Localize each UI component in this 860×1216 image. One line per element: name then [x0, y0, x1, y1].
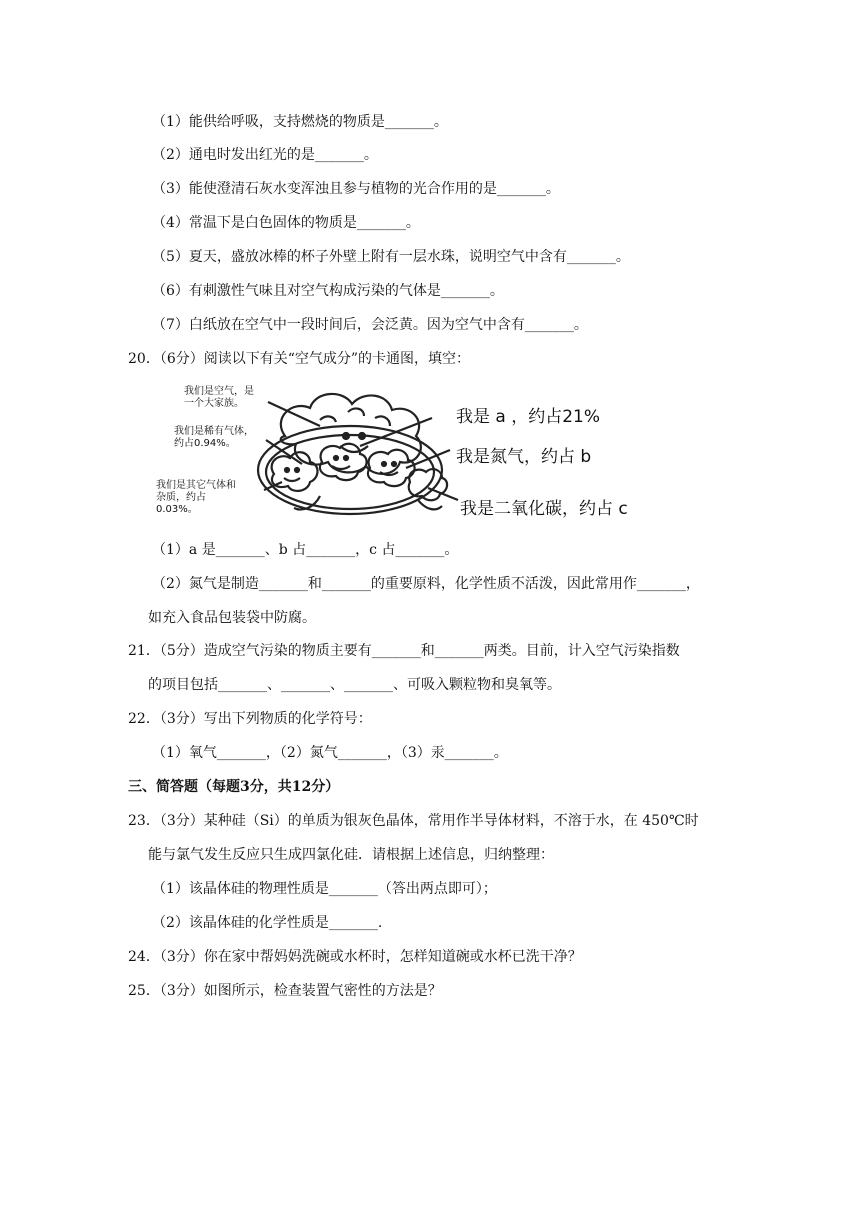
q23-sub2: （2）该晶体硅的化学性质是_______. [152, 915, 383, 931]
q23-line1: 23．（3分）某种硅（Si）的单质为银灰色晶体，常用作半导体材料，不溶于水，在 450℃时 [128, 813, 699, 829]
q23-line2: 能与氯气发生反应只生成四氯化硅．请根据上述信息，归纳整理： [148, 847, 554, 863]
q19-item-1: （1）能供给呼吸，支持燃烧的物质是_______。 [152, 114, 448, 130]
q19-item-5: （5）夏天，盛放冰棒的杯子外壁上附有一层水珠，说明空气中含有_______。 [152, 249, 630, 265]
q19-item-4: （4）常温下是白色固体的物质是_______。 [152, 215, 420, 231]
q19-item-2: （2）通电时发出红光的是_______。 [152, 147, 378, 163]
bubble-air: 我们是空气，是一个大家族。 [184, 386, 254, 409]
bubble-other-gases: 我们是其它气体和杂质，约占0.03%。 [156, 480, 236, 515]
q19-item-7: （7）白纸放在空气中一段时间后，会泛黄。因为空气中含有_______。 [152, 317, 588, 333]
label-a-oxygen: 我是 a ，约占21% [456, 407, 601, 427]
q25: 25．（3分）如图所示，检查装置气密性的方法是？ [128, 983, 442, 999]
q23-sub1: （1）该晶体硅的物理性质是_______（答出两点即可）； [152, 881, 497, 897]
q21-line1: 21．（5分）造成空气污染的物质主要有_______和_______两类。目前，计入空气污染指数 [128, 643, 680, 659]
q20-sub1: （1）a 是_______、b 占_______，c 占_______。 [152, 542, 459, 558]
q21-line2: 的项目包括_______、_______、_______、可吸入颗粒物和臭氧等。 [148, 677, 561, 693]
q19-item-6: （6）有刺激性气味且对空气构成污染的气体是_______。 [152, 283, 504, 299]
q19-item-3: （3）能使澄清石灰水变浑浊且参与植物的光合作用的是_______。 [152, 181, 560, 197]
label-c-co2: 我是二氧化碳，约占 c [460, 499, 628, 519]
section3-title: 三、简答题（每题3分，共12分） [128, 779, 340, 795]
q20-sub2-line2: 如充入食品包装袋中防腐。 [148, 610, 316, 626]
q20-sub2-line1: （2）氮气是制造_______和_______的重要原料，化学性质不活泼，因此常用作_______， [152, 576, 700, 592]
q22-items: （1）氧气_______，（2）氮气_______，（3）汞_______。 [152, 745, 508, 761]
air-components-cartoon [156, 378, 670, 524]
bubble-rare-gas: 我们是稀有气体，约占0.94%。 [174, 426, 254, 449]
q20-stem: 20．（6分）阅读以下有关“空气成分”的卡通图，填空： [128, 351, 471, 367]
label-b-nitrogen: 我是氮气，约占 b [456, 447, 592, 467]
q24: 24．（3分）你在家中帮妈妈洗碗或水杯时，怎样知道碗或水杯已洗干净？ [128, 949, 582, 965]
q22-stem: 22．（3分）写出下列物质的化学符号： [128, 711, 372, 727]
